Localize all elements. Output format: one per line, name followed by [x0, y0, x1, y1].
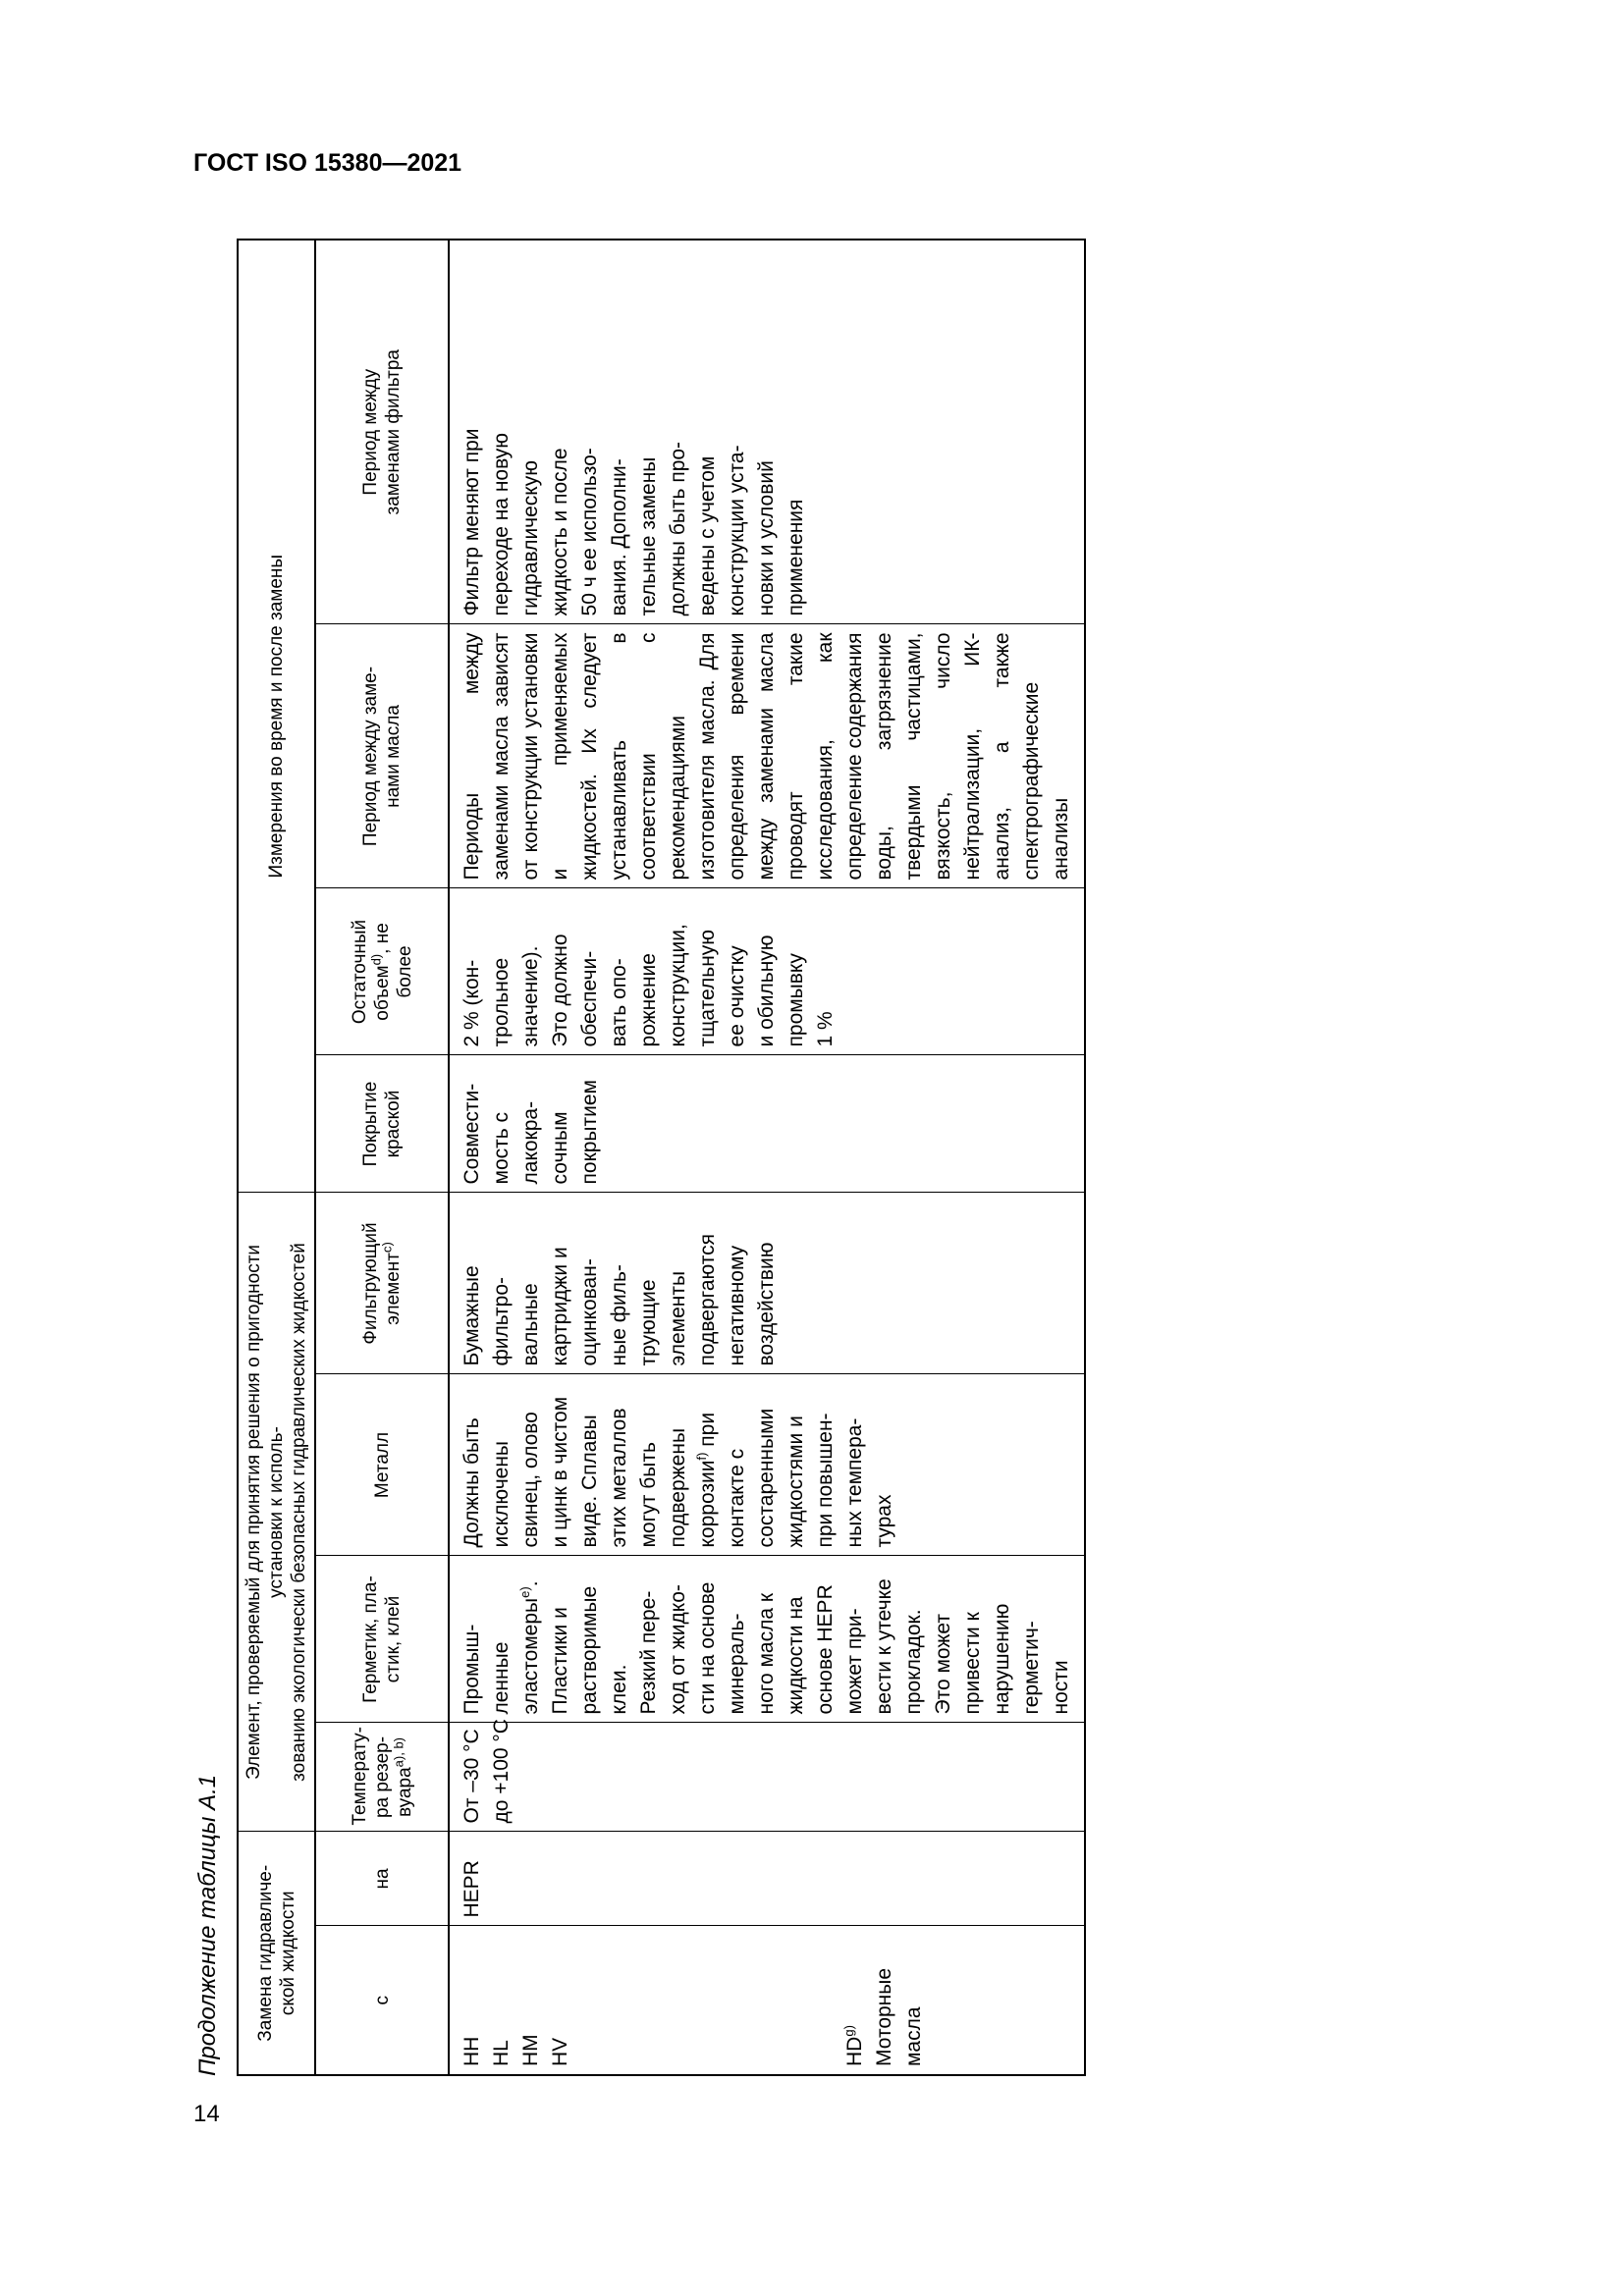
- cell-line: 1 %: [814, 1011, 837, 1047]
- cell-to: [449, 1832, 1085, 1926]
- col-filter-period-label: Период между заменами фильтра: [360, 348, 404, 515]
- header-row-group: [238, 240, 315, 2075]
- cell-line: вания. Дополни-: [608, 458, 630, 616]
- col-residual-sup: d): [368, 953, 384, 966]
- cell-filter-element: [449, 1193, 1085, 1374]
- cell-line: Промыш-: [460, 1624, 483, 1715]
- cell-line: HL: [490, 2040, 513, 2066]
- col-filter-element-label: Фильтрующий элемент: [360, 1222, 404, 1345]
- cell-line: тельные замены: [637, 456, 660, 616]
- cell-line: HM: [519, 2034, 542, 2066]
- cell-line: сти на основе: [696, 1581, 719, 1715]
- col-paint-label: Покрытие краской: [360, 1081, 404, 1167]
- col-temperature-sup: a), b): [391, 1737, 406, 1768]
- table-row: [449, 240, 1085, 2075]
- cell-line: обеспечи-: [578, 950, 601, 1047]
- cell-line: лакокра-: [519, 1100, 542, 1185]
- cell-line: прокладок.: [902, 1609, 925, 1715]
- from-extra: [840, 1935, 870, 2067]
- cell-line: тщательную: [696, 929, 719, 1047]
- cell-line: жидкости на: [785, 1596, 807, 1715]
- cell-line: применения: [785, 499, 807, 616]
- cell-line: гидравлическую: [519, 460, 542, 616]
- cell-line: подвергаются: [696, 1233, 719, 1366]
- header-replacement-text: Замена гидравличе- ской жидкости: [254, 1864, 298, 2042]
- cell-line: свинец, олово: [519, 1412, 542, 1548]
- cell-line: ее очистку: [726, 945, 748, 1047]
- cell-line: оцинкован-: [578, 1258, 601, 1366]
- cell-line: негативному: [726, 1245, 748, 1366]
- col-filter-element-sup: c): [379, 1242, 395, 1254]
- cell-line: Бумажные: [460, 1265, 483, 1366]
- cell-line: ход от жидко-: [667, 1584, 689, 1715]
- cell-line: элементы: [667, 1270, 689, 1366]
- cell-from: [449, 1926, 1085, 2075]
- cell-line: турах: [873, 1494, 895, 1548]
- cell-line: привести к: [961, 1612, 984, 1715]
- cell-temperature: [449, 1719, 1085, 1832]
- cell-line: ленные: [490, 1641, 513, 1715]
- cell-line: эластомеры$^{e)}$.: [517, 1580, 542, 1715]
- sealant-lines-a: [458, 1565, 546, 1715]
- cell-line: может при-: [843, 1608, 866, 1715]
- cell-line: коррозии$^{f)}$ при: [694, 1412, 719, 1548]
- cell-line: HV: [549, 2037, 571, 2066]
- cell-sealant: [449, 1556, 1085, 1723]
- col-temperature: [315, 1723, 449, 1832]
- rotated-table-block: [193, 240, 1072, 2076]
- cell-filter-period: [449, 240, 1085, 624]
- from-extra-sup: g): [841, 2025, 856, 2037]
- cell-line: минераль-: [726, 1613, 748, 1715]
- page-number: 14: [193, 2101, 220, 2127]
- cell-line: покрытием: [578, 1080, 601, 1185]
- cell-line: ведены с учетом: [696, 455, 719, 616]
- cell-residual: [449, 888, 1085, 1055]
- cell-line: и цинк в чистом: [549, 1396, 571, 1548]
- cell-line: клеи.: [608, 1664, 630, 1715]
- cell-line: подвержены: [667, 1427, 689, 1548]
- header-replacement: [238, 1832, 315, 2075]
- cell-line: контакте с: [726, 1448, 748, 1548]
- col-metal: [315, 1374, 449, 1556]
- cell-line: основе HEPR: [814, 1584, 837, 1715]
- cell-line: герметич-: [1020, 1621, 1043, 1715]
- cell-metal: [449, 1374, 1085, 1556]
- cell-line: и обильную: [755, 934, 778, 1047]
- filter-period-lines: [458, 248, 811, 616]
- from-lines: [458, 1935, 575, 2067]
- table-caption: Продолжение таблицы А.1: [194, 1774, 221, 2076]
- col-metal-label: Металл: [371, 1431, 393, 1499]
- cell-oil-period: [449, 624, 1085, 888]
- fluid-replacement-table: [237, 239, 1086, 2076]
- cell-line: переходе на новую: [490, 432, 513, 616]
- cell-line: Должны быть: [460, 1417, 483, 1548]
- col-from: [315, 1926, 449, 2075]
- col-oil-period-label: Период между заме- нами масла: [360, 666, 404, 847]
- cell-line: жидкостями и: [785, 1415, 807, 1548]
- col-residual-label: Остаточный объем: [349, 919, 393, 1025]
- cell-line: вать опо-: [608, 958, 630, 1047]
- col-to-label: на: [371, 1868, 393, 1890]
- document-header: ГОСТ ISO 15380—2021: [193, 149, 462, 177]
- paint-lines: [458, 1063, 605, 1184]
- footnote-ref: e): [517, 1586, 532, 1598]
- cell-paint: [449, 1055, 1085, 1193]
- cell-line: HH: [460, 2036, 483, 2066]
- header-element-text: Элемент, проверяемый для принятия решения о пригодности установки к исполь- зованию экологически безопасных гидравлических жидкостей: [244, 1243, 309, 1782]
- cell-line: при повышен-: [814, 1413, 837, 1548]
- cell-line: промывку: [785, 953, 807, 1047]
- header-element: [238, 1193, 315, 1832]
- oil-period-text: Периоды между заменами масла зависят от конструкции установки и применяемых жидкостей. Их следует устанавливать в соответствии с рекомендациями изготовителя масла. Для определения времени между заменами масла проводят такие исследования, как определение содержания воды, загрязнение твердыми частицами, вязкость, число нейтрализации, ИК-анализ, а также спектрографические анализы: [460, 632, 1072, 881]
- cell-line: воздействию: [755, 1242, 778, 1366]
- cell-line: этих металлов: [608, 1408, 630, 1548]
- from-extra-text: HD: [843, 2036, 866, 2066]
- header-measurements: [238, 240, 315, 1193]
- cell-line: значение).: [519, 945, 542, 1047]
- cell-line: рожнение: [637, 953, 660, 1047]
- col-temperature-label: Температу- ра резер- вуара: [349, 1727, 415, 1826]
- cell-line: От –30 °C: [460, 1729, 483, 1824]
- cell-line: 50 ч ее использо-: [578, 448, 601, 616]
- cell-line: конструкции,: [667, 924, 689, 1047]
- cell-line: конструкции уста-: [726, 445, 748, 616]
- col-residual-tail: , не более: [371, 923, 415, 998]
- header-measurements-text: Измерения во время и после замены: [266, 554, 287, 879]
- cell-line: исключены: [490, 1440, 513, 1548]
- cell-line: Пластики и: [549, 1607, 571, 1715]
- cell-line: ного масла к: [755, 1592, 778, 1715]
- cell-line: вальные: [519, 1283, 542, 1366]
- col-from-label: с: [371, 1996, 393, 2005]
- cell-line: Резкий пере-: [637, 1590, 660, 1715]
- cell-line: трольное: [490, 957, 513, 1047]
- cell-line: Это может: [932, 1613, 954, 1715]
- cell-line: вести к утечке: [873, 1578, 895, 1715]
- footnote-ref: f): [694, 1452, 709, 1461]
- cell-line: растворимые: [578, 1585, 601, 1715]
- cell-line: Это должно: [549, 934, 571, 1047]
- cell-line: могут быть: [637, 1442, 660, 1548]
- cell-line: Фильтр меняют при: [460, 428, 483, 616]
- cell-line: Совмести-: [460, 1083, 483, 1185]
- header-row-columns: [315, 240, 449, 2075]
- cell-line: жидкость и после: [549, 448, 571, 616]
- cell-line: виде. Сплавы: [578, 1415, 601, 1548]
- cell-line: новки и условий: [755, 460, 778, 616]
- cell-line: трующие: [637, 1279, 660, 1366]
- cell-line: состаренными: [755, 1408, 778, 1548]
- filter-element-lines: [458, 1201, 782, 1365]
- col-sealant-label: Герметик, пла- стик, клей: [360, 1575, 404, 1703]
- cell-line: 2 % (кон-: [460, 959, 483, 1047]
- cell-line: нарушению: [991, 1603, 1013, 1715]
- cell-line: картриджи и: [549, 1247, 571, 1366]
- col-oil-period: [315, 624, 449, 888]
- residual-lines: [458, 896, 840, 1046]
- col-residual: [315, 888, 449, 1055]
- cell-line: ности: [1050, 1660, 1072, 1715]
- from-extra-2: Моторные: [873, 1967, 895, 2066]
- col-paint: [315, 1055, 449, 1193]
- to-value: HEPR: [460, 1860, 483, 1918]
- cell-line: ные филь-: [608, 1264, 630, 1366]
- cell-line: должны быть про-: [667, 441, 689, 616]
- cell-line: фильтро-: [490, 1276, 513, 1366]
- cell-line: мость с: [490, 1111, 513, 1185]
- col-sealant: [315, 1556, 449, 1723]
- sealant-lines-b: [546, 1565, 1076, 1715]
- metal-lines-a: [458, 1383, 723, 1548]
- temperature-lines: [458, 1719, 516, 1824]
- cell-line: до +100 °C: [490, 1719, 513, 1824]
- col-to: [315, 1832, 449, 1926]
- cell-line: сочным: [549, 1111, 571, 1185]
- col-filter-period: [315, 240, 449, 624]
- col-filter-element: [315, 1193, 449, 1374]
- from-extra-3: масла: [902, 2006, 925, 2066]
- metal-lines-b: [723, 1383, 899, 1548]
- cell-line: ных темпера-: [843, 1417, 866, 1548]
